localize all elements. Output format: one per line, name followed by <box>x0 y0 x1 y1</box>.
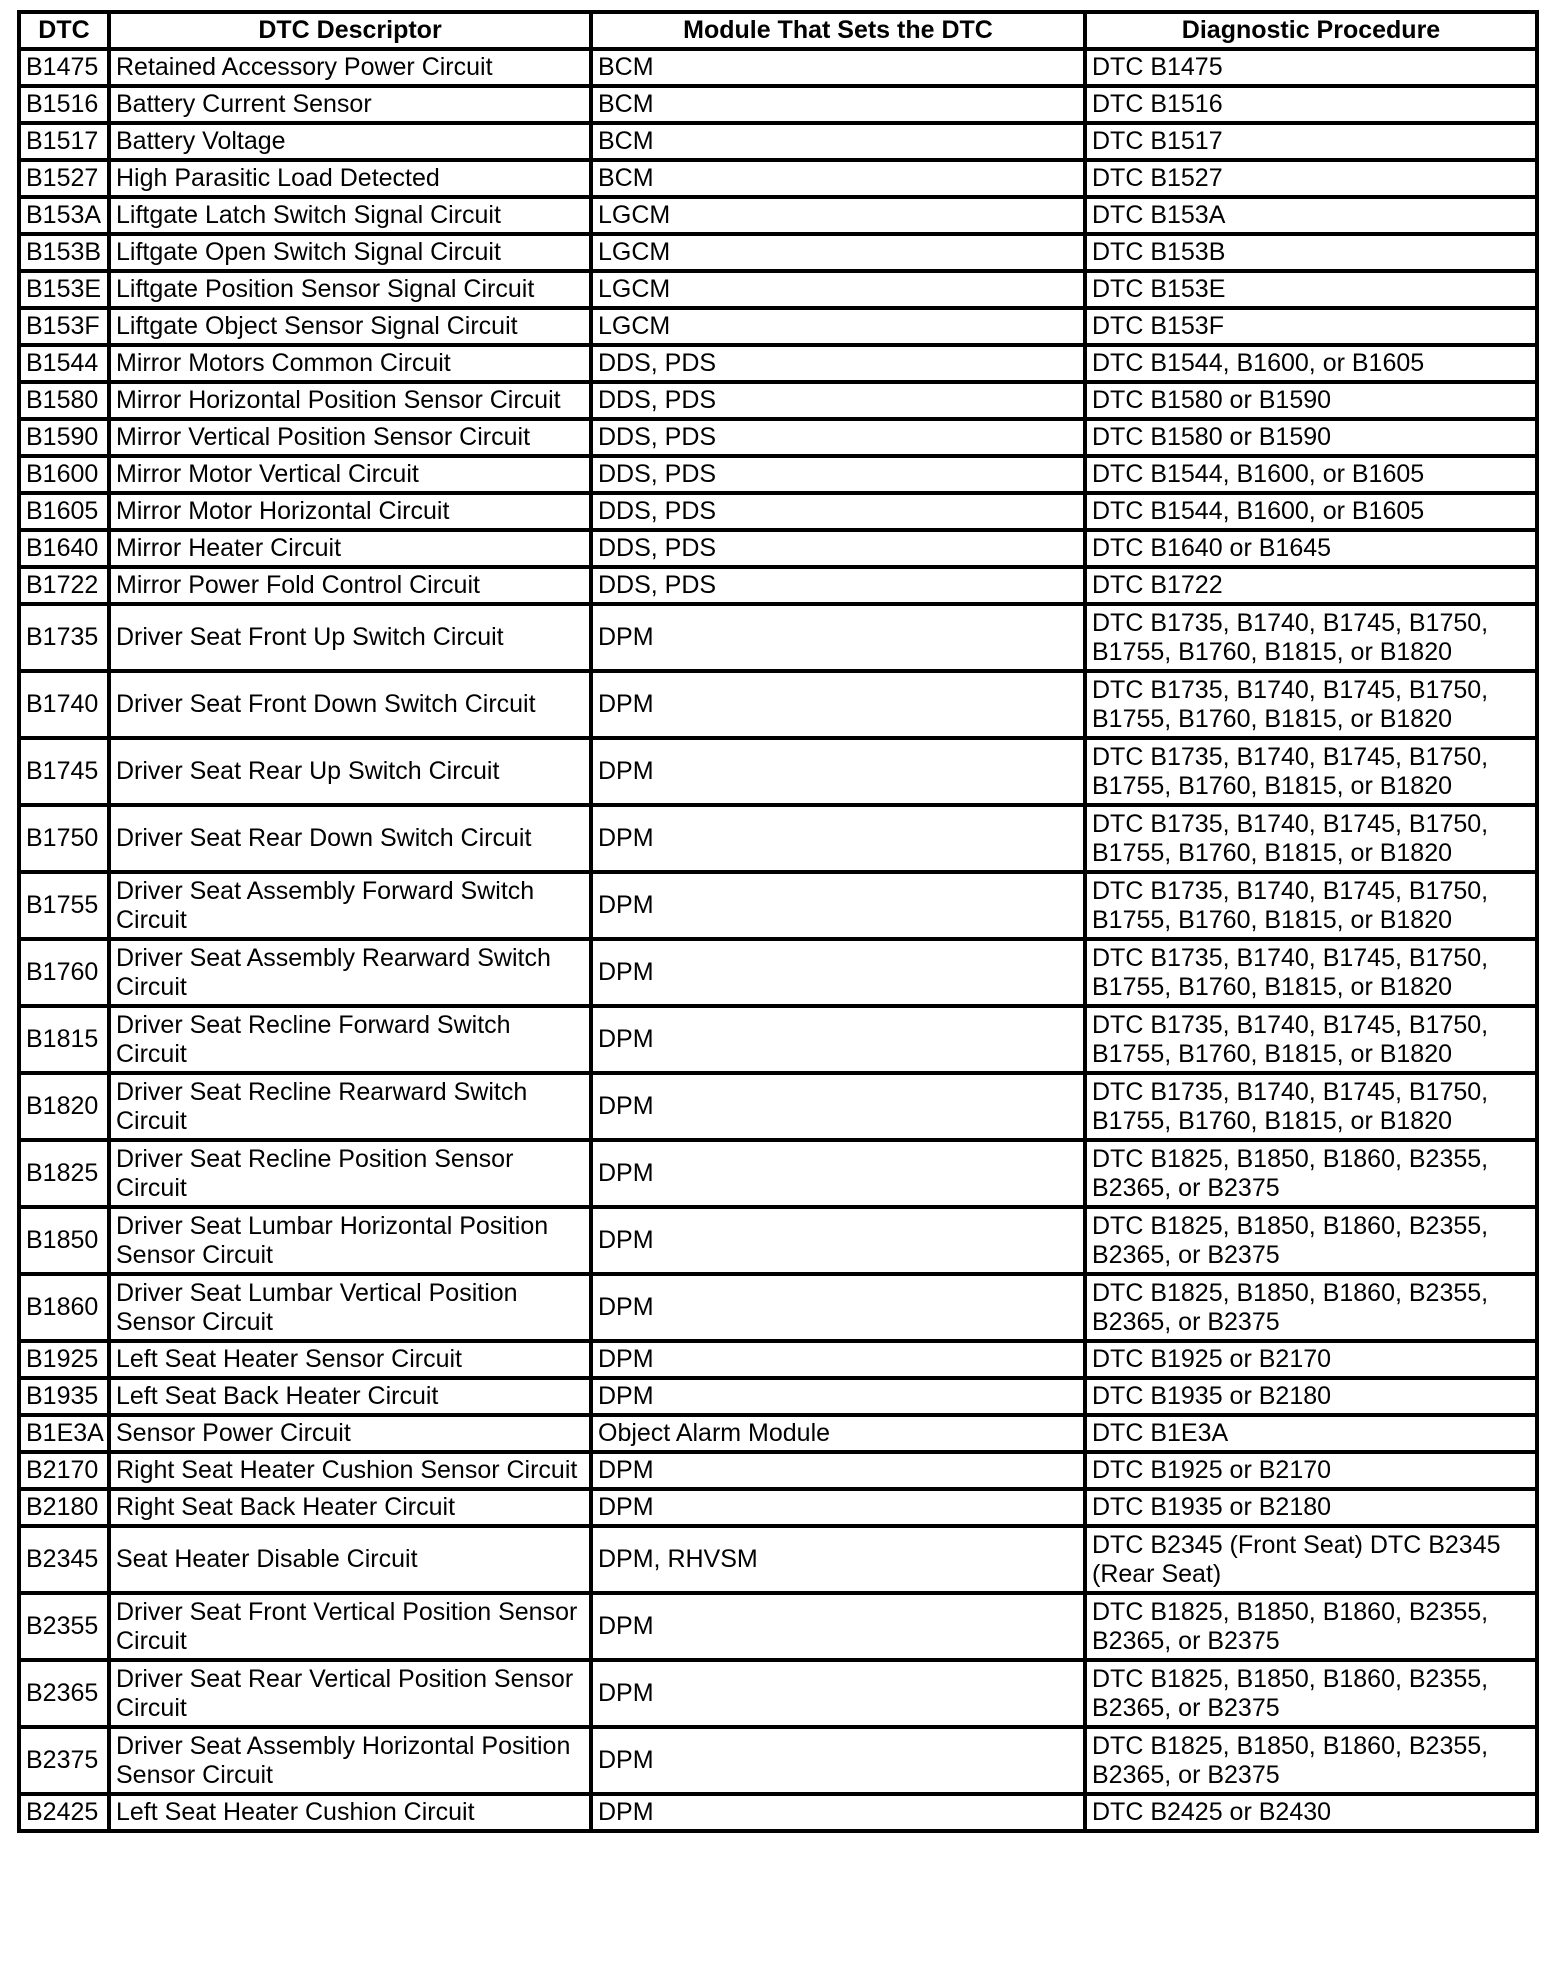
table-row <box>19 234 1537 271</box>
table-row <box>19 1006 1537 1073</box>
dtc-code-cell: B1755 <box>19 872 109 939</box>
dtc-procedure-cell: DTC B1825, B1850, B1860, B2355, B2365, or B2375 <box>1085 1660 1537 1727</box>
dtc-descriptor-cell: Left Seat Heater Cushion Circuit <box>109 1794 591 1831</box>
dtc-code-cell: B1605 <box>19 493 109 530</box>
header-row <box>19 12 1537 49</box>
dtc-procedure-cell: DTC B1825, B1850, B1860, B2355, B2365, or B2375 <box>1085 1140 1537 1207</box>
dtc-procedure-cell: DTC B1825, B1850, B1860, B2355, B2365, or B2375 <box>1085 1727 1537 1794</box>
dtc-descriptor-cell: Driver Seat Front Up Switch Circuit <box>109 604 591 671</box>
dtc-module-cell: BCM <box>591 160 1085 197</box>
dtc-procedure-cell: DTC B1735, B1740, B1745, B1750, B1755, B1760, B1815, or B1820 <box>1085 805 1537 872</box>
dtc-descriptor-cell: Driver Seat Recline Forward Switch Circuit <box>109 1006 591 1073</box>
dtc-module-cell: LGCM <box>591 271 1085 308</box>
table-row <box>19 939 1537 1006</box>
dtc-procedure-cell: DTC B1825, B1850, B1860, B2355, B2365, or B2375 <box>1085 1207 1537 1274</box>
dtc-descriptor-cell: Driver Seat Lumbar Horizontal Position Sensor Circuit <box>109 1207 591 1274</box>
dtc-descriptor-cell: Left Seat Back Heater Circuit <box>109 1378 591 1415</box>
dtc-procedure-cell: DTC B1580 or B1590 <box>1085 419 1537 456</box>
table-row <box>19 1140 1537 1207</box>
dtc-procedure-cell: DTC B1722 <box>1085 567 1537 604</box>
dtc-procedure-cell: DTC B1735, B1740, B1745, B1750, B1755, B1760, B1815, or B1820 <box>1085 1073 1537 1140</box>
dtc-procedure-cell: DTC B2345 (Front Seat) DTC B2345 (Rear Seat) <box>1085 1526 1537 1593</box>
dtc-module-cell: BCM <box>591 86 1085 123</box>
dtc-code-cell: B1740 <box>19 671 109 738</box>
table-row <box>19 1489 1537 1526</box>
table-row <box>19 1415 1537 1452</box>
dtc-module-cell: DDS, PDS <box>591 530 1085 567</box>
dtc-module-cell: LGCM <box>591 308 1085 345</box>
dtc-descriptor-cell: Driver Seat Assembly Forward Switch Circuit <box>109 872 591 939</box>
table-row <box>19 1593 1537 1660</box>
dtc-descriptor-cell: Sensor Power Circuit <box>109 1415 591 1452</box>
dtc-descriptor-cell: Driver Seat Rear Up Switch Circuit <box>109 738 591 805</box>
table-row <box>19 1526 1537 1593</box>
dtc-descriptor-cell: Driver Seat Assembly Horizontal Position Sensor Circuit <box>109 1727 591 1794</box>
dtc-code-cell: B2375 <box>19 1727 109 1794</box>
dtc-descriptor-cell: Mirror Motor Horizontal Circuit <box>109 493 591 530</box>
table-row <box>19 308 1537 345</box>
table-row <box>19 567 1537 604</box>
dtc-procedure-cell: DTC B1E3A <box>1085 1415 1537 1452</box>
table-body <box>19 49 1537 1831</box>
dtc-module-cell: DPM <box>591 1378 1085 1415</box>
dtc-module-cell: LGCM <box>591 234 1085 271</box>
dtc-code-cell: B2180 <box>19 1489 109 1526</box>
dtc-code-cell: B1815 <box>19 1006 109 1073</box>
dtc-descriptor-cell: Mirror Power Fold Control Circuit <box>109 567 591 604</box>
dtc-code-cell: B1760 <box>19 939 109 1006</box>
dtc-descriptor-cell: Driver Seat Front Vertical Position Sensor Circuit <box>109 1593 591 1660</box>
dtc-descriptor-cell: Driver Seat Rear Vertical Position Sensor Circuit <box>109 1660 591 1727</box>
header-module: Module That Sets the DTC <box>591 12 1085 49</box>
dtc-module-cell: BCM <box>591 123 1085 160</box>
table-row <box>19 345 1537 382</box>
dtc-procedure-cell: DTC B1735, B1740, B1745, B1750, B1755, B1760, B1815, or B1820 <box>1085 939 1537 1006</box>
dtc-module-cell: DPM <box>591 671 1085 738</box>
table-header <box>19 12 1537 49</box>
dtc-descriptor-cell: Driver Seat Lumbar Vertical Position Sensor Circuit <box>109 1274 591 1341</box>
table-row <box>19 382 1537 419</box>
dtc-procedure-cell: DTC B1640 or B1645 <box>1085 530 1537 567</box>
dtc-procedure-cell: DTC B1527 <box>1085 160 1537 197</box>
dtc-descriptor-cell: Mirror Motors Common Circuit <box>109 345 591 382</box>
dtc-descriptor-cell: Driver Seat Recline Rearward Switch Circuit <box>109 1073 591 1140</box>
dtc-descriptor-cell: Battery Voltage <box>109 123 591 160</box>
dtc-descriptor-cell: Seat Heater Disable Circuit <box>109 1526 591 1593</box>
dtc-module-cell: BCM <box>591 49 1085 86</box>
table-row <box>19 671 1537 738</box>
dtc-module-cell: DPM <box>591 1489 1085 1526</box>
table-row <box>19 1378 1537 1415</box>
dtc-descriptor-cell: Left Seat Heater Sensor Circuit <box>109 1341 591 1378</box>
dtc-module-cell: DPM <box>591 1006 1085 1073</box>
dtc-procedure-cell: DTC B1475 <box>1085 49 1537 86</box>
dtc-code-cell: B1925 <box>19 1341 109 1378</box>
table-row <box>19 1207 1537 1274</box>
dtc-module-cell: DPM <box>591 872 1085 939</box>
dtc-module-cell: Object Alarm Module <box>591 1415 1085 1452</box>
dtc-descriptor-cell: Battery Current Sensor <box>109 86 591 123</box>
dtc-procedure-cell: DTC B1735, B1740, B1745, B1750, B1755, B1760, B1815, or B1820 <box>1085 671 1537 738</box>
dtc-code-cell: B1750 <box>19 805 109 872</box>
dtc-module-cell: DPM <box>591 738 1085 805</box>
header-procedure: Diagnostic Procedure <box>1085 12 1537 49</box>
dtc-code-cell: B1600 <box>19 456 109 493</box>
dtc-descriptor-cell: Liftgate Latch Switch Signal Circuit <box>109 197 591 234</box>
dtc-module-cell: DDS, PDS <box>591 456 1085 493</box>
dtc-descriptor-cell: Driver Seat Recline Position Sensor Circuit <box>109 1140 591 1207</box>
dtc-code-cell: B1590 <box>19 419 109 456</box>
dtc-code-cell: B2365 <box>19 1660 109 1727</box>
dtc-procedure-cell: DTC B153A <box>1085 197 1537 234</box>
table-row <box>19 1727 1537 1794</box>
dtc-descriptor-cell: Mirror Motor Vertical Circuit <box>109 456 591 493</box>
dtc-code-cell: B153A <box>19 197 109 234</box>
dtc-module-cell: DDS, PDS <box>591 419 1085 456</box>
dtc-code-cell: B1527 <box>19 160 109 197</box>
table-row <box>19 1660 1537 1727</box>
dtc-code-cell: B2345 <box>19 1526 109 1593</box>
table-row <box>19 872 1537 939</box>
dtc-code-cell: B1475 <box>19 49 109 86</box>
dtc-code-cell: B1517 <box>19 123 109 160</box>
table-row <box>19 456 1537 493</box>
dtc-module-cell: DPM <box>591 1140 1085 1207</box>
table-row <box>19 1452 1537 1489</box>
table-row <box>19 49 1537 86</box>
dtc-code-cell: B1850 <box>19 1207 109 1274</box>
dtc-procedure-cell: DTC B1925 or B2170 <box>1085 1341 1537 1378</box>
dtc-module-cell: DPM <box>591 1794 1085 1831</box>
dtc-table <box>17 10 1539 1833</box>
table-row <box>19 86 1537 123</box>
dtc-procedure-cell: DTC B1825, B1850, B1860, B2355, B2365, or B2375 <box>1085 1593 1537 1660</box>
dtc-code-cell: B153E <box>19 271 109 308</box>
dtc-descriptor-cell: Liftgate Position Sensor Signal Circuit <box>109 271 591 308</box>
table-row <box>19 419 1537 456</box>
dtc-module-cell: DPM <box>591 1593 1085 1660</box>
table-row <box>19 604 1537 671</box>
dtc-module-cell: DPM <box>591 805 1085 872</box>
dtc-descriptor-cell: Liftgate Open Switch Signal Circuit <box>109 234 591 271</box>
dtc-descriptor-cell: High Parasitic Load Detected <box>109 160 591 197</box>
table-row <box>19 1341 1537 1378</box>
dtc-procedure-cell: DTC B2425 or B2430 <box>1085 1794 1537 1831</box>
dtc-procedure-cell: DTC B1544, B1600, or B1605 <box>1085 345 1537 382</box>
dtc-module-cell: DPM <box>591 1073 1085 1140</box>
dtc-code-cell: B2355 <box>19 1593 109 1660</box>
table-row <box>19 123 1537 160</box>
dtc-procedure-cell: DTC B153E <box>1085 271 1537 308</box>
dtc-descriptor-cell: Mirror Horizontal Position Sensor Circuit <box>109 382 591 419</box>
header-dtc: DTC <box>19 12 109 49</box>
dtc-code-cell: B1825 <box>19 1140 109 1207</box>
dtc-procedure-cell: DTC B1935 or B2180 <box>1085 1378 1537 1415</box>
dtc-code-cell: B2170 <box>19 1452 109 1489</box>
dtc-procedure-cell: DTC B1735, B1740, B1745, B1750, B1755, B1760, B1815, or B1820 <box>1085 738 1537 805</box>
dtc-module-cell: DPM <box>591 1274 1085 1341</box>
dtc-code-cell: B1735 <box>19 604 109 671</box>
dtc-module-cell: DDS, PDS <box>591 382 1085 419</box>
dtc-code-cell: B1E3A <box>19 1415 109 1452</box>
dtc-procedure-cell: DTC B1925 or B2170 <box>1085 1452 1537 1489</box>
dtc-descriptor-cell: Driver Seat Assembly Rearward Switch Circuit <box>109 939 591 1006</box>
dtc-module-cell: DPM, RHVSM <box>591 1526 1085 1593</box>
table-row <box>19 1073 1537 1140</box>
dtc-procedure-cell: DTC B1935 or B2180 <box>1085 1489 1537 1526</box>
dtc-procedure-cell: DTC B1735, B1740, B1745, B1750, B1755, B1760, B1815, or B1820 <box>1085 604 1537 671</box>
dtc-module-cell: DPM <box>591 1452 1085 1489</box>
dtc-descriptor-cell: Mirror Vertical Position Sensor Circuit <box>109 419 591 456</box>
dtc-code-cell: B1544 <box>19 345 109 382</box>
table-row <box>19 160 1537 197</box>
dtc-module-cell: DPM <box>591 939 1085 1006</box>
dtc-procedure-cell: DTC B1516 <box>1085 86 1537 123</box>
table-row <box>19 1274 1537 1341</box>
dtc-descriptor-cell: Right Seat Heater Cushion Sensor Circuit <box>109 1452 591 1489</box>
dtc-code-cell: B1580 <box>19 382 109 419</box>
dtc-descriptor-cell: Driver Seat Front Down Switch Circuit <box>109 671 591 738</box>
dtc-code-cell: B1860 <box>19 1274 109 1341</box>
dtc-module-cell: DDS, PDS <box>591 493 1085 530</box>
dtc-code-cell: B1640 <box>19 530 109 567</box>
dtc-procedure-cell: DTC B1580 or B1590 <box>1085 382 1537 419</box>
dtc-descriptor-cell: Driver Seat Rear Down Switch Circuit <box>109 805 591 872</box>
dtc-module-cell: DPM <box>591 604 1085 671</box>
dtc-code-cell: B2425 <box>19 1794 109 1831</box>
dtc-procedure-cell: DTC B153B <box>1085 234 1537 271</box>
dtc-procedure-cell: DTC B1544, B1600, or B1605 <box>1085 456 1537 493</box>
dtc-procedure-cell: DTC B1825, B1850, B1860, B2355, B2365, or B2375 <box>1085 1274 1537 1341</box>
dtc-code-cell: B1935 <box>19 1378 109 1415</box>
dtc-module-cell: DPM <box>591 1207 1085 1274</box>
dtc-procedure-cell: DTC B1735, B1740, B1745, B1750, B1755, B1760, B1815, or B1820 <box>1085 872 1537 939</box>
dtc-procedure-cell: DTC B1544, B1600, or B1605 <box>1085 493 1537 530</box>
dtc-descriptor-cell: Retained Accessory Power Circuit <box>109 49 591 86</box>
header-descriptor: DTC Descriptor <box>109 12 591 49</box>
dtc-module-cell: DPM <box>591 1341 1085 1378</box>
dtc-descriptor-cell: Right Seat Back Heater Circuit <box>109 1489 591 1526</box>
dtc-descriptor-cell: Mirror Heater Circuit <box>109 530 591 567</box>
dtc-code-cell: B153B <box>19 234 109 271</box>
dtc-module-cell: DPM <box>591 1727 1085 1794</box>
dtc-module-cell: DPM <box>591 1660 1085 1727</box>
table-row <box>19 530 1537 567</box>
dtc-procedure-cell: DTC B1517 <box>1085 123 1537 160</box>
dtc-code-cell: B153F <box>19 308 109 345</box>
dtc-code-cell: B1722 <box>19 567 109 604</box>
dtc-code-cell: B1516 <box>19 86 109 123</box>
dtc-descriptor-cell: Liftgate Object Sensor Signal Circuit <box>109 308 591 345</box>
dtc-code-cell: B1820 <box>19 1073 109 1140</box>
dtc-module-cell: DDS, PDS <box>591 567 1085 604</box>
table-row <box>19 493 1537 530</box>
dtc-module-cell: DDS, PDS <box>591 345 1085 382</box>
table-row <box>19 805 1537 872</box>
table-row <box>19 1794 1537 1831</box>
table-row <box>19 738 1537 805</box>
dtc-module-cell: LGCM <box>591 197 1085 234</box>
dtc-procedure-cell: DTC B153F <box>1085 308 1537 345</box>
dtc-code-cell: B1745 <box>19 738 109 805</box>
table-row <box>19 271 1537 308</box>
table-row <box>19 197 1537 234</box>
dtc-procedure-cell: DTC B1735, B1740, B1745, B1750, B1755, B1760, B1815, or B1820 <box>1085 1006 1537 1073</box>
